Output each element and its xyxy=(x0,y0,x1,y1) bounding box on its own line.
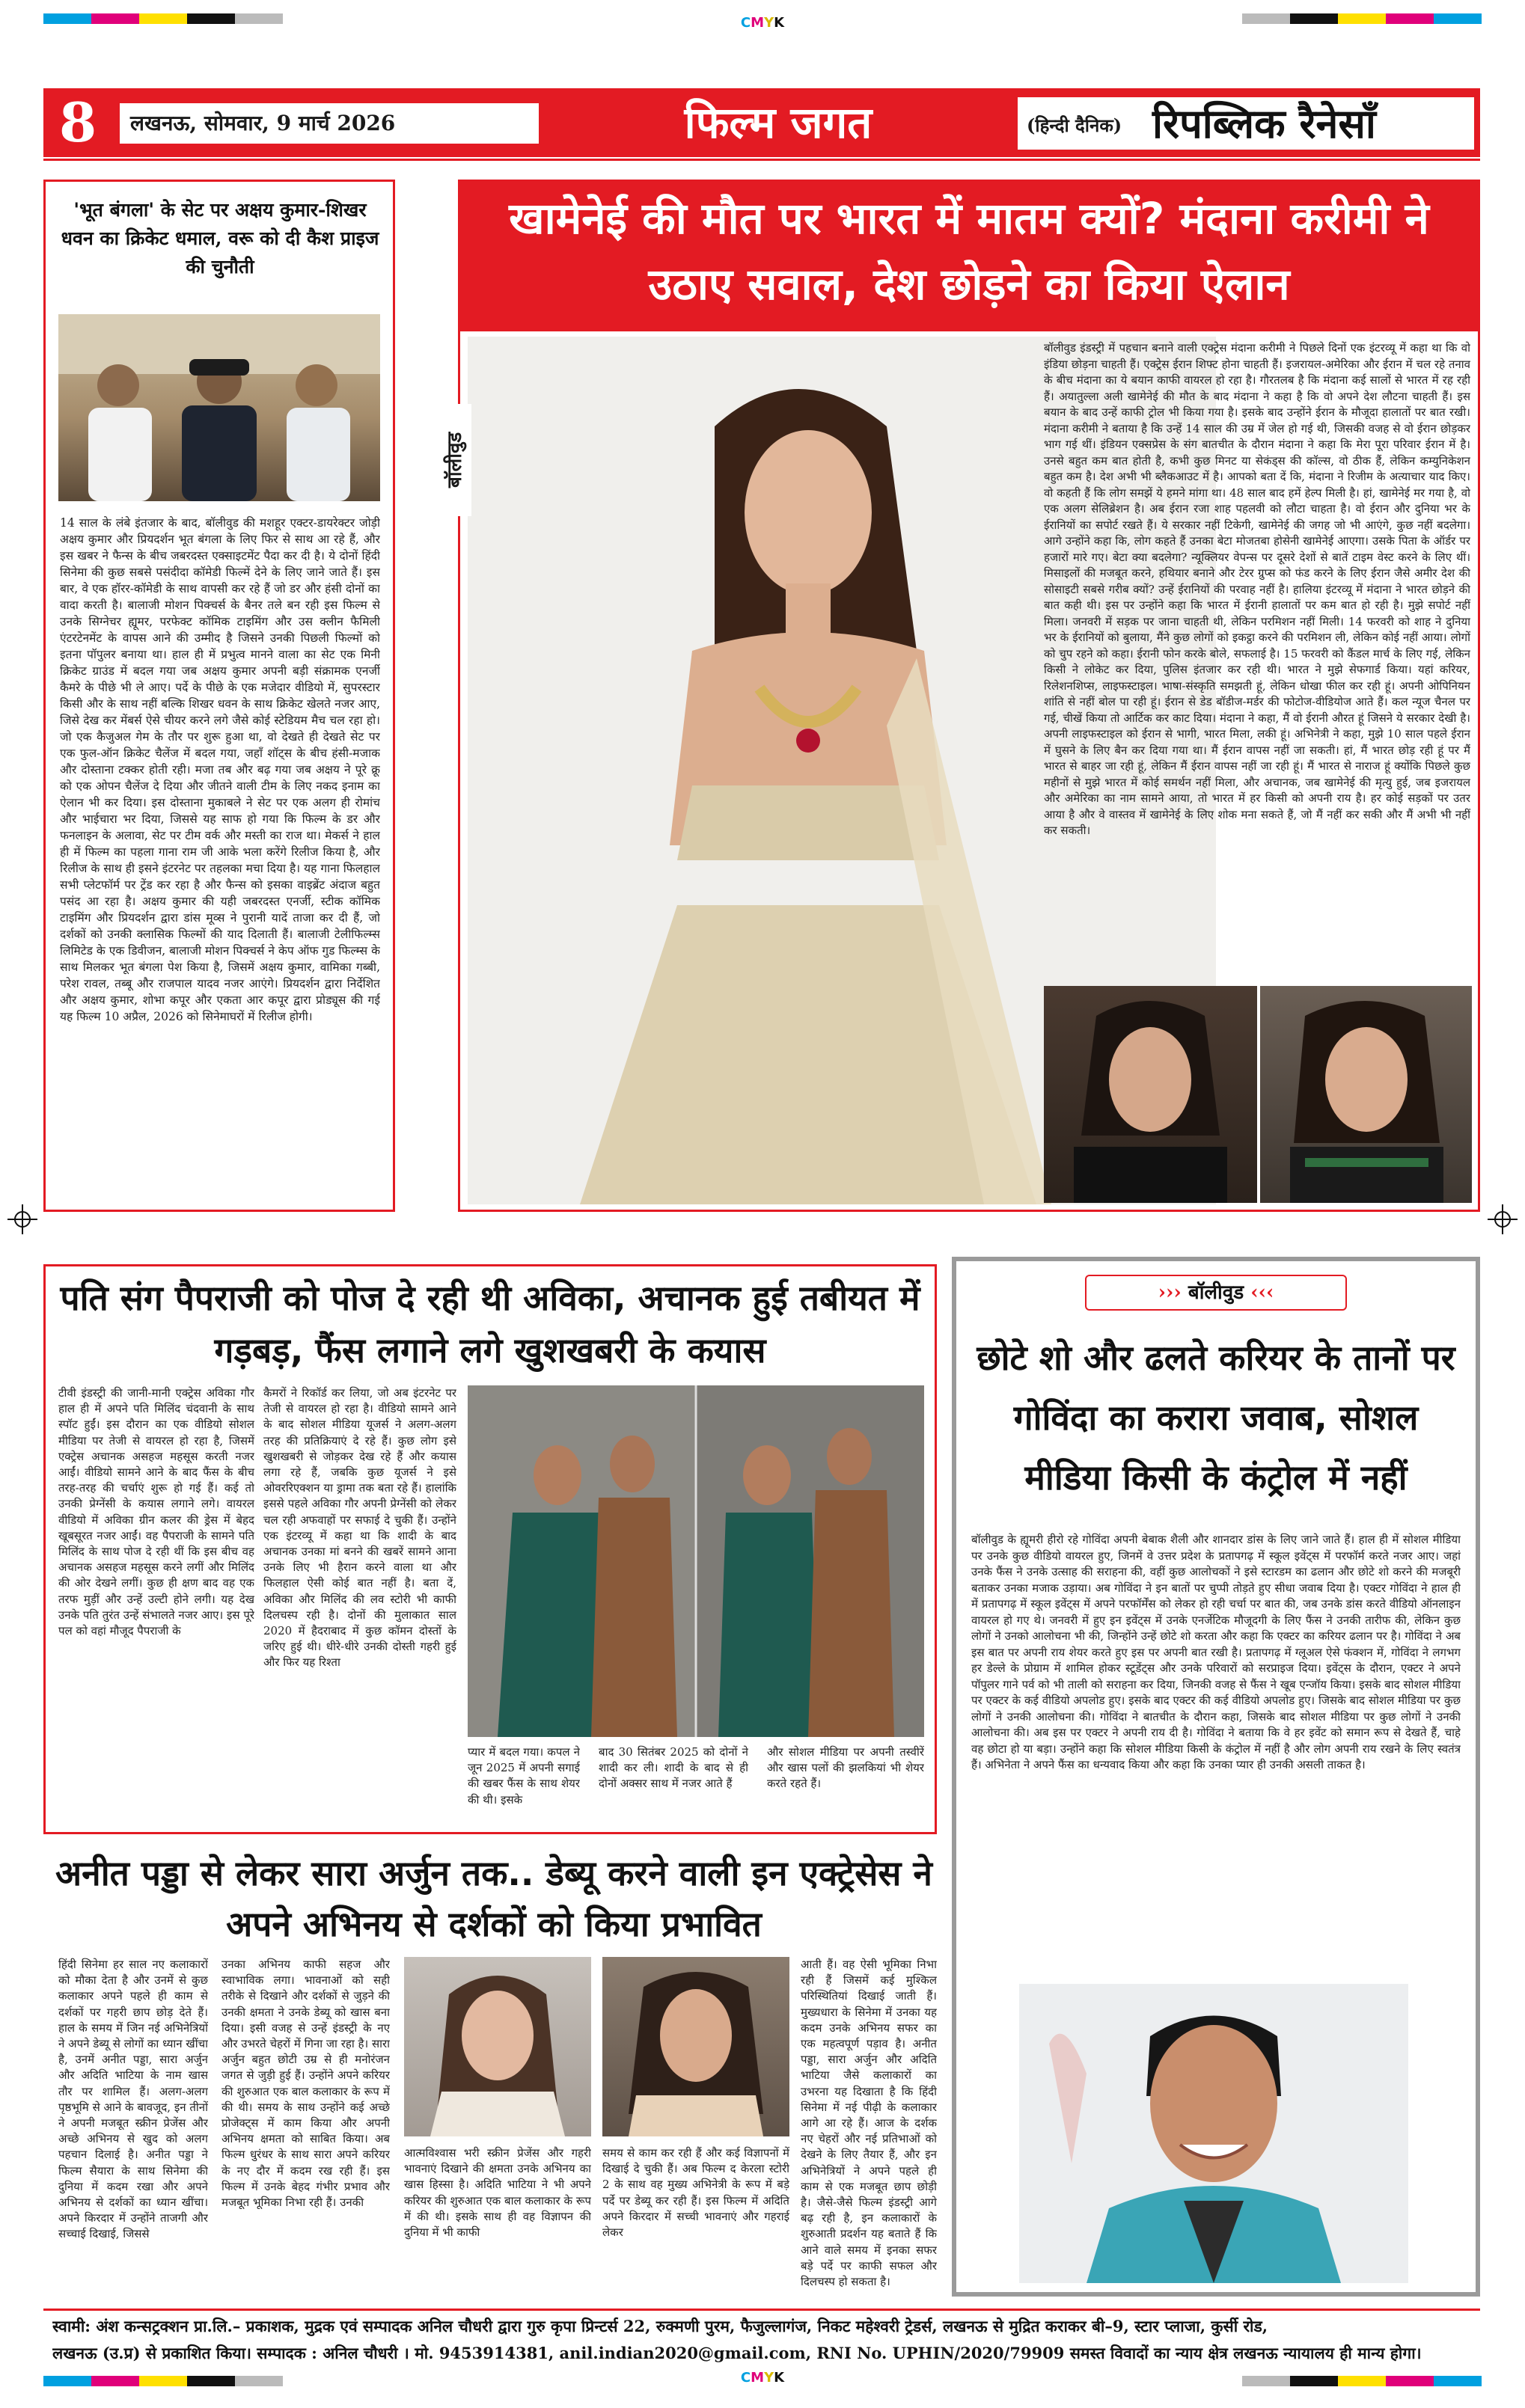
main-inset-photo-2 xyxy=(1260,986,1472,1203)
avika-story-col3: प्यार में बदल गया। कपल ने जून 2025 में अपनी सगाई की खबर फैंस के साथ शेयर की थी। इसके xyxy=(468,1745,580,1807)
avika-story-col4: बाद 30 सितंबर 2025 को दोनों ने शादी कर ली। शादी के बाद से ही दोनों अक्सर साथ में नजर आते हैं xyxy=(599,1745,748,1791)
left-story-headline: 'भूत बंगला' के सेट पर अक्षय कुमार-शिखर धवन का क्रिकेट धमाल, वरू को दी कैश प्राइज की चुनौती xyxy=(61,199,379,278)
avika-story-headline: पति संग पैपराजी को पोज दे रही थी अविका, अचानक हुई तबीयत में गड़बड़, फैंस लगाने लगे खुशखबरी के कयास xyxy=(60,1278,920,1370)
govinda-story-body: बॉलीवुड के ह्यूमरी हीरो रहे गोविंदा अपनी बेबाक शैली और शानदार डांस के लिए जाने जाते हैं। हाल ही में सोशल मीडिया पर उनके कुछ वीडियो वायरल हुए, जिनमें वे उत्तर प्रदेश के प्रतापगढ़ में स्कूल इवेंट्स में परफॉर्म करते नजर आए। जहां उनके फैंस ने उनके उत्साह की सराहना की, वहीं कुछ आलोचकों ने इसे स्टारडम का ढलान और छोटे शो करने की मजबूरी बताकर उनका मजाक उड़ाया। अब गोविंदा ने इन बातों पर चुप्पी तोड़ते हुए सीधा जवाब दिया है। एक्टर गोविंदा ने हाल ही में प्रतापगढ़ में स्कूल इवेंट्स में अपने परफॉर्मेंस को लेकर हो रही चर्चा पर बात की, जब उनके डांस करते वीडियो ऑनलाइन वायरल हो गए थे। जनवरी में हुए इन इवेंट्स में उनके एनर्जेटिक मौजूदगी के लिए फैंस ने उनकी तारीफ की, लेकिन कुछ लोगों ने उनको आलोचना भी की, जिन्होंने उन्हें छोटे शो करता और कहा कि एक्टर का करियर ढलान पर है। गोविंदा ने अब इस बात पर अपनी राय शेयर करते हुए इस पर अपनी बात रखी है। प्रतापगढ़ में ग्लूअल ऐसे फंक्शन में, गोविंदा ने लगभग हर डेल्ले के प्रोग्राम में शामिल होकर स्टूडेंट्स और उनके परिवारों को सरप्राइज दिया। इवेंट्स के दौरान, एक्टर ने अपने पॉपुलर गाने पर्व को भी ताली को सराहना कर दिया, जिनकी वजह से फैंस ने खूब एन्जॉय किया। इसके बाद सोशल मीडिया पर एक्टर के कई वीडियो अपलोड हुए। इसके बाद एक्टर की कई वीडियो अपलोड हुए। जिसके बाद सोशल मीडिया पर कुछ लोगों ने उनकी आलोचना की। गोविंदा ने बातचीत के दौरान कहा, जिसके बाद सोशल मीडिया पर कुछ लोगों ने उनकी आलोचना की। अब इस पर एक्टर ने अपनी राय दी है। गोविंदा ने बताया कि वे हर इवेंट को समान रूप से देखते हैं, चाहे वह छोटा हो या बड़ा। उन्होंने कहा कि सोशल मीडिया किसी के कंट्रोल में नहीं है और लोग अपनी राय रखने के लिए स्वतंत्र हैं। अभिनेता ने अपने फैंस का धन्यवाद किया और कहा कि उनका प्यार ही उनकी असली ताकत है। xyxy=(971,1533,1461,1771)
main-story-headline: खामेनेई की मौत पर भारत में मातम क्यों? मंदाना करीमी ने उठाए सवाल, देश छोड़ने का किया ऐलान xyxy=(509,193,1429,310)
footer-line-2: लखनऊ (उ.प्र) से प्रकाशित किया। सम्पादक : अनिल चौधरी । मो. 9453914381, anil.indian2020@gmail.com, RNI No. UPHIN/2020/79909 समस्त विवादों का न्याय क्षेत्र लखनऊ न्यायालय ही मान्य होगा। xyxy=(52,2344,1422,2362)
avika-story-col5: और सोशल मीडिया पर अपनी तस्वीरें और खास पलों की झलकियां भी शेयर करते रहते हैं। xyxy=(767,1745,924,1791)
color-bar-left xyxy=(43,13,283,24)
kicker-chevrons-icon: ‹‹‹ xyxy=(1244,1281,1274,1304)
govinda-story-headline: छोटे शो और ढलते करियर के तानों पर गोविंदा का करारा जवाब, सोशल मीडिया किसी के कंट्रोल में नहीं xyxy=(977,1338,1455,1498)
avika-story-col1: टीवी इंडस्ट्री की जानी-मानी एक्ट्रेस अविका गौर हाल ही में अपने पति मिलिंद चंदवानी के साथ स्पॉट हुईं। इस दौरान का एक वीडियो सोशल मीडिया पर तेजी से वायरल हो रहा है, जिसमें एक्ट्रेस अचानक असहज महसूस करती नजर आईं। वीडियो सामने आने के बाद फैंस के बीच तरह-तरह की चर्चाएं शुरू हो गई हैं। कई तो उनकी प्रेग्नेंसी के कयास लगाने लगे। वायरल वीडियो में अविका ग्रीन कलर की ड्रेस में बेहद खूबसूरत नजर आईं। वह पैपराजी के सामने पति मिलिंद के साथ पोज दे रही थीं कि इस बीच वह अचानक असहज महसूस करने लगीं और मिलिंद की ओर देखने लगीं। कुछ ही क्षण बाद वह एक तरफ मुड़ीं और उन्हें उल्टी होने लगी। यह देख उनके पति तुरंत उन्हें संभालते नजर आए। इस पूरे पल को वहां मौजूद पैपराजी के xyxy=(58,1386,254,1638)
masthead-rule xyxy=(43,159,1480,161)
footer-rule xyxy=(43,2309,1480,2311)
actresses-story-col3: आत्मविश्वास भरी स्क्रीन प्रेजेंस और गहरी भावनाएं दिखाने की क्षमता उनके अभिनय का खास हिस्सा है। अदिति भाटिया ने भी अपने करियर की शुरुआत एक बाल कलाकार के रूप में की थी। इसके साथ ही वह विज्ञापन की दुनिया में भी काफी xyxy=(404,2146,591,2240)
footer-line-1: स्वामी: अंश कन्सट्रक्शन प्रा.लि.– प्रकाशक, मुद्रक एवं सम्पादक अनिल चौधरी द्वारा गुरु कृपा प्रिन्टर्स 22, रुक्मणी पुरम, फैजुल्लागंज, निकट महेश्वरी ट्रेडर्स, लखनऊ से मुद्रित कराकर बी–9, स्टार प्लाजा, कुर्सी रोड, xyxy=(52,2317,1268,2335)
govinda-story-kicker-box xyxy=(1085,1275,1347,1311)
color-bar-bottom-left xyxy=(43,2376,283,2386)
left-story-body: 14 साल के लंबे इंतजार के बाद, बॉलीवुड की मशहूर एक्टर-डायरेक्टर जोड़ी अक्षय कुमार और प्रियदर्शन भूत बंगला के लिए फिर से साथ आ रहे हैं, और इस खबर ने फैन्स के बीच जबरदस्त एक्साइटमेंट पैदा कर दी है। ये दोनों हिंदी सिनेमा की कुछ सबसे पसंदीदा कॉमेडी फिल्में देने के लिए जाने जाते हैं। इस बार, वे एक हॉरर-कॉमेडी के साथ वापसी कर रहे हैं जो डर और हंसी दोनों का वादा करती है। बालाजी मोशन पिक्चर्स के बैनर तले बन रही इस फिल्म से उनके सिग्नेचर ह्यूमर, परफेक्ट कॉमिक टाइमिंग और उस क्लीन फैमिली एंटरटेनमेंट के वापस आने की उम्मीद है जिसने उनकी पिछली फिल्मों को इतना पॉपुलर बनाया था। हाल ही में प्रभुत्व मानने वाला का सेट एक मिनी क्रिकेट ग्राउंड में बदल गया जब अक्षय कुमार अपनी बड़ी संक्रामक एनर्जी कैमरे के पीछे भी ले आए। पर्दे के पीछे के एक मजेदार वीडियो में, सुपरस्टार किसी और के साथ नहीं बल्कि शिखर धवन के साथ क्रिकेट खेलते नजर आए, जिसे देख कर मेंबर्स ऐसे चीयर करने लगे जैसे कोई स्टेडियम मैच चल रहा हो। जो एक कैजुअल गेम के तौर पर शुरू हुआ था, वो देखते ही देखते सेट पर एक फुल-ऑन क्रिकेट चैलेंज में बदल गया, जहाँ शॉट्स के बीच हंसी-मजाक और दोस्ताना टक्कर होती रही। मजा तब और बढ़ गया जब अक्षय ने पूरे क्रू को एक ओपन चैलेंज दे दिया और जीतने वाली टीम के लिए नकद इनाम का ऐलान भी कर दिया। इस दोस्ताना मुकाबले ने सेट पर एक अलग ही रोमांच और भाईचारा भर दिया, जिससे यह साफ हो गया कि फिल्म के डर और फनलाइन के अलावा, सेट पर टीम वर्क और मस्ती का राज था। मेकर्स ने हाल ही में फिल्म का पहला गाना राम जी आके भला करेंगे रिलीज किया है, और रिलीज के साथ ही इसने इंटरनेट पर तहलका मचा दिया है। यह गाना फिलहाल सभी प्लेटफॉर्म पर ट्रेंड कर रहा है और फैन्स को इसका वाइब्रेंट अंदाज बहुत पसंद आ रहा है। अक्षय कुमार की यही जबरदस्त एनर्जी, स्टीक कॉमिक टाइमिंग और प्रियदर्शन द्वारा डांस मूव्स ने पुरानी यादें ताजा कर दी हैं, जो दर्शकों को उनकी क्लासिक फिल्मों की याद दिलाती हैं। बालाजी टेलीफिल्म्स लिमिटेड के एक डिवीजन, बालाजी मोशन पिक्चर्स ने केप ऑफ गुड फिल्म्स के साथ मिलकर भूत बंगला पेश किया है, जिसमें अक्षय कुमार, वामिका गब्बी, परेश रावल, तब्बू और राजपाल यादव नजर आएंगे। प्रियदर्शन द्वारा निर्देशित और अक्षय कुमार, शोभा कपूर और एकता आर कपूर द्वारा प्रोड्यूस की गई यह फिल्म 10 अप्रैल, 2026 को सिनेमाघरों में रिलीज होगी। xyxy=(60,516,380,1023)
kicker-chevrons-icon: ››› xyxy=(1158,1281,1188,1304)
main-story-body: बॉलीवुड इंडस्ट्री में पहचान बनाने वाली एक्ट्रेस मंदाना करीमी ने पिछले दिनों एक इंटरव्यू में कहा था कि वो इंडिया छोड़ना चाहती हैं। एक्ट्रेस ईरान शिफ्ट होना चाहती हैं। इजरायल-अमेरिका और ईरान में चल रहे तनाव के बीच मंदाना का ये बयान काफी वायरल हो रहा है। गौरतलब है कि मंदाना कई सालों से भारत में रह रही हैं। अयातुल्ला अली खामेनेई की मौत के बाद मंदाना ने कहा है कि वो अपने देश लौटना चाहती हैं। इस बयान के बाद उन्हें काफी ट्रोल भी किया गया है। इसके बाद उन्होंने ईरान के मौजूदा हालातों पर बात रखी। मंदाना करीमी ने बताया है कि उन्हें 14 साल की उम्र में जेल हो गई थी, जिसकी वजह से वो ईरान छोड़कर भाग गई थीं। इंडियन एक्सप्रेस के संग बातचीत के दौरान मंदाना ने कहा कि मेरा पूरा परिवार ईरान में है। उनसे बहुत कम बात होती है, कभी कुछ मिनट या सेकंड्स की कॉल्स, वो ठीक हैं, लेकिन कम्युनिकेशन बहुत कम है। देश अभी भी ब्लैकआउट में है। आपको बता दें कि, मंदाना ने रिजीम के अत्याचार याद किए। वो कहती हैं कि लोग समझें ये हमने मांगा था। 48 साल बाद हमें हेल्प मिली है। हां, खामेनेई मर गया है, वो एक अलग सेलिब्रेशन है। अब ईरान रजा शाह पहलवी को लौटा चाहता है। वो ईरान और दुनिया भर के ईरानियों का सपोर्ट रखते हैं। ये सरकार नहीं टिकेगी, खामेनेई की जगह जो भी आएंगे, कुछ नहीं बदलेगा। आगे उन्होंने कहा कि, लोग कहते हैं उनका बेटा मोजतबा होसेनी खामेनेई आएगा। उसके पिता के ऑर्डर पर हजारों मारे गए। बेटा क्या बदलेगा? न्यूक्लियर वेपन्स पर दूसरे देशों से बातें टाइम वेस्ट करने के लिए थीं। मिसाइलों की मजबूत करने, हथियार बनाने और टेरर ग्रुप्स को फंड करने के लिए ईरान जैसे अमीर देश की सोसाइटी सबसे गरीब क्यों? उन्हें ईरानियों की परवाह नहीं है। हालिया इंटरव्यू में मंदाना ने भारत छोड़ने की बात कही थी। इस पर उन्होंने कहा कि भारत में ईरानी हालातों पर कम बात हो रही है। मुझे सपोर्ट नहीं मिला। जनवरी में सड़क पर जाना चाहती थी, लेकिन परमिशन नहीं मिली। 14 फरवरी को शाह ने दुनिया भर के ईरानियों को बुलाया, मैंने कुछ लोगों को इकट्ठा करने की परमिशन ली, लेकिन कोई नहीं आया। लोगों को चुप रहने को कहा। ईरानी फोन करके बोले, सफलाई है। 15 फरवरी को कैंडल मार्च के लिए गई, लेकिन किसी ने लोकेट कर दिया, पुलिस इंतजार कर रही थी। भारत ने मुझे सेफगार्ड किया। यहां करियर, रिलेशनशिप्स, लाइफस्टाइल। भाषा-संस्कृति समझती हूं, लेकिन धोखा फील कर रही हूं। अपनी ओपिनियन शांति से नहीं बोल पा रही हूं। ईरान से डेड बॉडीज-मर्डर की फोटोज-वीडियोज आते हैं। कल न्यूज चैनल पर गई, चीखें किया तो आर्टिक कर काट दिया। मंदाना ने कहा, मैं वो ईरानी औरत हूं जिसने ये सरकार देखी है। अपनी लाइफस्टाइल को ईरान से भागी, भारत मिला, लकी हूं। अभिनेत्री ने कहा, मुझे 10 साल पहले ईरान में घुसने के लिए बैन कर दिया गया था। मैं ईरान वापस नहीं जा सकती। हां, मैं भारत छोड़ रही हूं पर मैं भारत से बाहर जा रही हूं, लेकिन मैं ईरान वापस नहीं जा रही हूं। मैं भारत से नाराज हूं क्योंकि पिछले कुछ महीनों से मुझे भारत में कोई समर्थन नहीं मिला, और अचानक, जब खामेनेई की मृत्यु हुई, जब इजरायल और अमेरिका का नाम सामने आया, तो भारत में हर किसी को अपनी राय है। हर कोई सड़कों पर उतर आया है और वे वास्तव में खामेनेई के लिए शोक मना सकते हैं, जो मैं नहीं कर सकी और मैं अभी भी नहीं कर सकती। xyxy=(1044,341,1470,837)
main-inset-photo-1 xyxy=(1044,986,1257,1203)
edition-label: (हिन्दी दैनिक) xyxy=(1027,114,1122,136)
avika-story-col2: कैमरों ने रिकॉर्ड कर लिया, जो अब इंटरनेट पर तेजी से वायरल हो रहा है। वीडियो सामने आने के बाद सोशल मीडिया यूजर्स ने अलग-अलग तरह की प्रतिक्रियाएं दे रहे हैं। कुछ लोग इसे खुशखबरी से जोड़कर देख रहे हैं और कयास लगा रहे हैं, जबकि कुछ यूजर्स ने इसे ओवररिएक्शन या ड्रामा तक बता रहे हैं। हालांकि इससे पहले अविका गौर अपनी प्रेग्नेंसी को लेकर चल रही अफवाहों पर सफाई दे चुकी हैं। उन्होंने एक इंटरव्यू में कहा था कि शादी के बाद अचानक उनका मां बनने की खबरें सामने आना उनके लिए भी हैरान करने वाला था और फिलहाल ऐसी कोई बात नहीं है। बता दें, अविका और मिलिंद की लव स्टोरी भी काफी दिलचस्प रही है। दोनों की मुलाकात साल 2020 में हैदराबाद में कुछ कॉमन दोस्तों के जरिए हुई थी। धीरे-धीरे उनकी दोस्ती गहरी हुई और फिर यह रिश्ता xyxy=(263,1386,456,1670)
govinda-story-photo xyxy=(1019,1984,1408,2283)
actresses-story-col1: हिंदी सिनेमा हर साल नए कलाकारों को मौका देता है और उनमें से कुछ कलाकार अपने पहले ही काम से दर्शकों पर गहरी छाप छोड़ देते हैं। हाल के समय में जिन नई अभिनेत्रियों ने अपने डेब्यू से लोगों का ध्यान खींचा है, उनमें अनीत पड्डा, सारा अर्जुन और अदिति भाटिया के नाम खास तौर पर शामिल हैं। अलग-अलग पृष्ठभूमि से आने के बावजूद, इन तीनों ने अपनी मजबूत स्क्रीन प्रेजेंस और अच्छे अभिनय से खुद को अलग पहचान दिलाई है। अनीत पड्डा ने फिल्म सैयारा के साथ सिनेमा की दुनिया में कदम रखा और अपने अभिनय से दर्शकों का ध्यान खींचा। अपने किरदार में उन्होंने ताजगी और सच्चाई दिखाई, जिससे xyxy=(58,1958,208,2241)
issue-date: लखनऊ, सोमवार, 9 मार्च 2026 xyxy=(120,103,539,144)
govinda-story-kicker: बॉलीवुड xyxy=(1188,1281,1244,1304)
brand-name: रिपब्लिक रैनेसाँ xyxy=(1152,99,1376,147)
actresses-story-col2: उनका अभिनय काफी सहज और स्वाभाविक लगा। भावनाओं को सही तरीके से दिखाने और दर्शकों से जुड़ने की उनकी क्षमता ने उनके डेब्यू को खास बना दिया। इसी वजह से उन्हें इंडस्ट्री के नए और उभरते चेहरों में गिना जा रहा है। सारा अर्जुन बहुत छोटी उम्र से ही मनोरंजन जगत से जुड़ी हुई हैं। उन्होंने अपने करियर की शुरुआत एक बाल कलाकार के रूप में की थी। समय के साथ उन्होंने कई अच्छे प्रोजेक्ट्स में काम किया और अपनी अभिनय क्षमता को साबित किया। अब फिल्म धुरंधर के साथ सारा अपने करियर के नए दौर में कदम रख रही हैं। इस फिल्म में उनके बेहद गंभीर प्रभाव और मजबूत भूमिका निभा रही हैं। उनकी xyxy=(221,1958,390,2210)
actresses-story-headline: अनीत पड्डा से लेकर सारा अर्जुन तक.. डेब्यू करने वाली इन एक्ट्रेसेस ने अपने अभिनय से दर्शकों को किया प्रभावित xyxy=(55,1853,932,1944)
main-story-kicker: बॉलीवुड xyxy=(438,404,471,516)
color-bar-right xyxy=(1242,13,1482,24)
avika-story-photo xyxy=(468,1385,924,1737)
registration-mark-icon xyxy=(7,1204,37,1234)
color-bar-bottom-right xyxy=(1242,2376,1482,2386)
print-marks: CMYK xyxy=(740,15,785,31)
left-story-photo xyxy=(58,314,380,501)
print-marks-bottom: CMYK xyxy=(740,2370,785,2386)
actresses-photo-2 xyxy=(602,1957,789,2136)
registration-mark-icon xyxy=(1488,1204,1518,1234)
page-number: 8 xyxy=(58,91,97,154)
actresses-story-col5: आती हैं। वह ऐसी भूमिका निभा रही हैं जिसमें कई मुश्किल परिस्थितियां दिखाई जाती हैं। मुख्यधारा के सिनेमा में उनका यह कदम उनके अभिनय सफर का एक महत्वपूर्ण पड़ाव है। अनीत पड्डा, सारा अर्जुन और अदिति भाटिया जैसे कलाकारों का उभरना यह दिखाता है कि हिंदी सिनेमा में नई पीढ़ी के कलाकार आगे आ रहे हैं। आज के दर्शक नए चेहरों और नई प्रतिभाओं को देखने के लिए तैयार हैं, और इन अभिनेत्रियों ने अपने पहले ही काम से एक मजबूत छाप छोड़ी है। जैसे-जैसे फिल्म इंडस्ट्री आगे बढ़ रही है, इन कलाकारों के शुरुआती प्रदर्शन यह बताते हैं कि आने वाले समय में इनका सफर बड़े पर्दे पर काफी सफल और दिलचस्प हो सकता है। xyxy=(801,1958,937,2289)
actresses-photo-1 xyxy=(404,1957,591,2136)
actresses-story-col4: समय से काम कर रही हैं और कई विज्ञापनों में दिखाई दे चुकी हैं। अब फिल्म द केरला स्टोरी 2 के साथ वह मुख्य अभिनेत्री के रूप में बड़े पर्दे पर डेब्यू कर रही हैं। इस फिल्म में अदिति अपने किरदार में सच्ची भावनाएं और गहराई लेकर xyxy=(602,2146,789,2240)
section-title: फिल्म जगत xyxy=(684,97,872,148)
